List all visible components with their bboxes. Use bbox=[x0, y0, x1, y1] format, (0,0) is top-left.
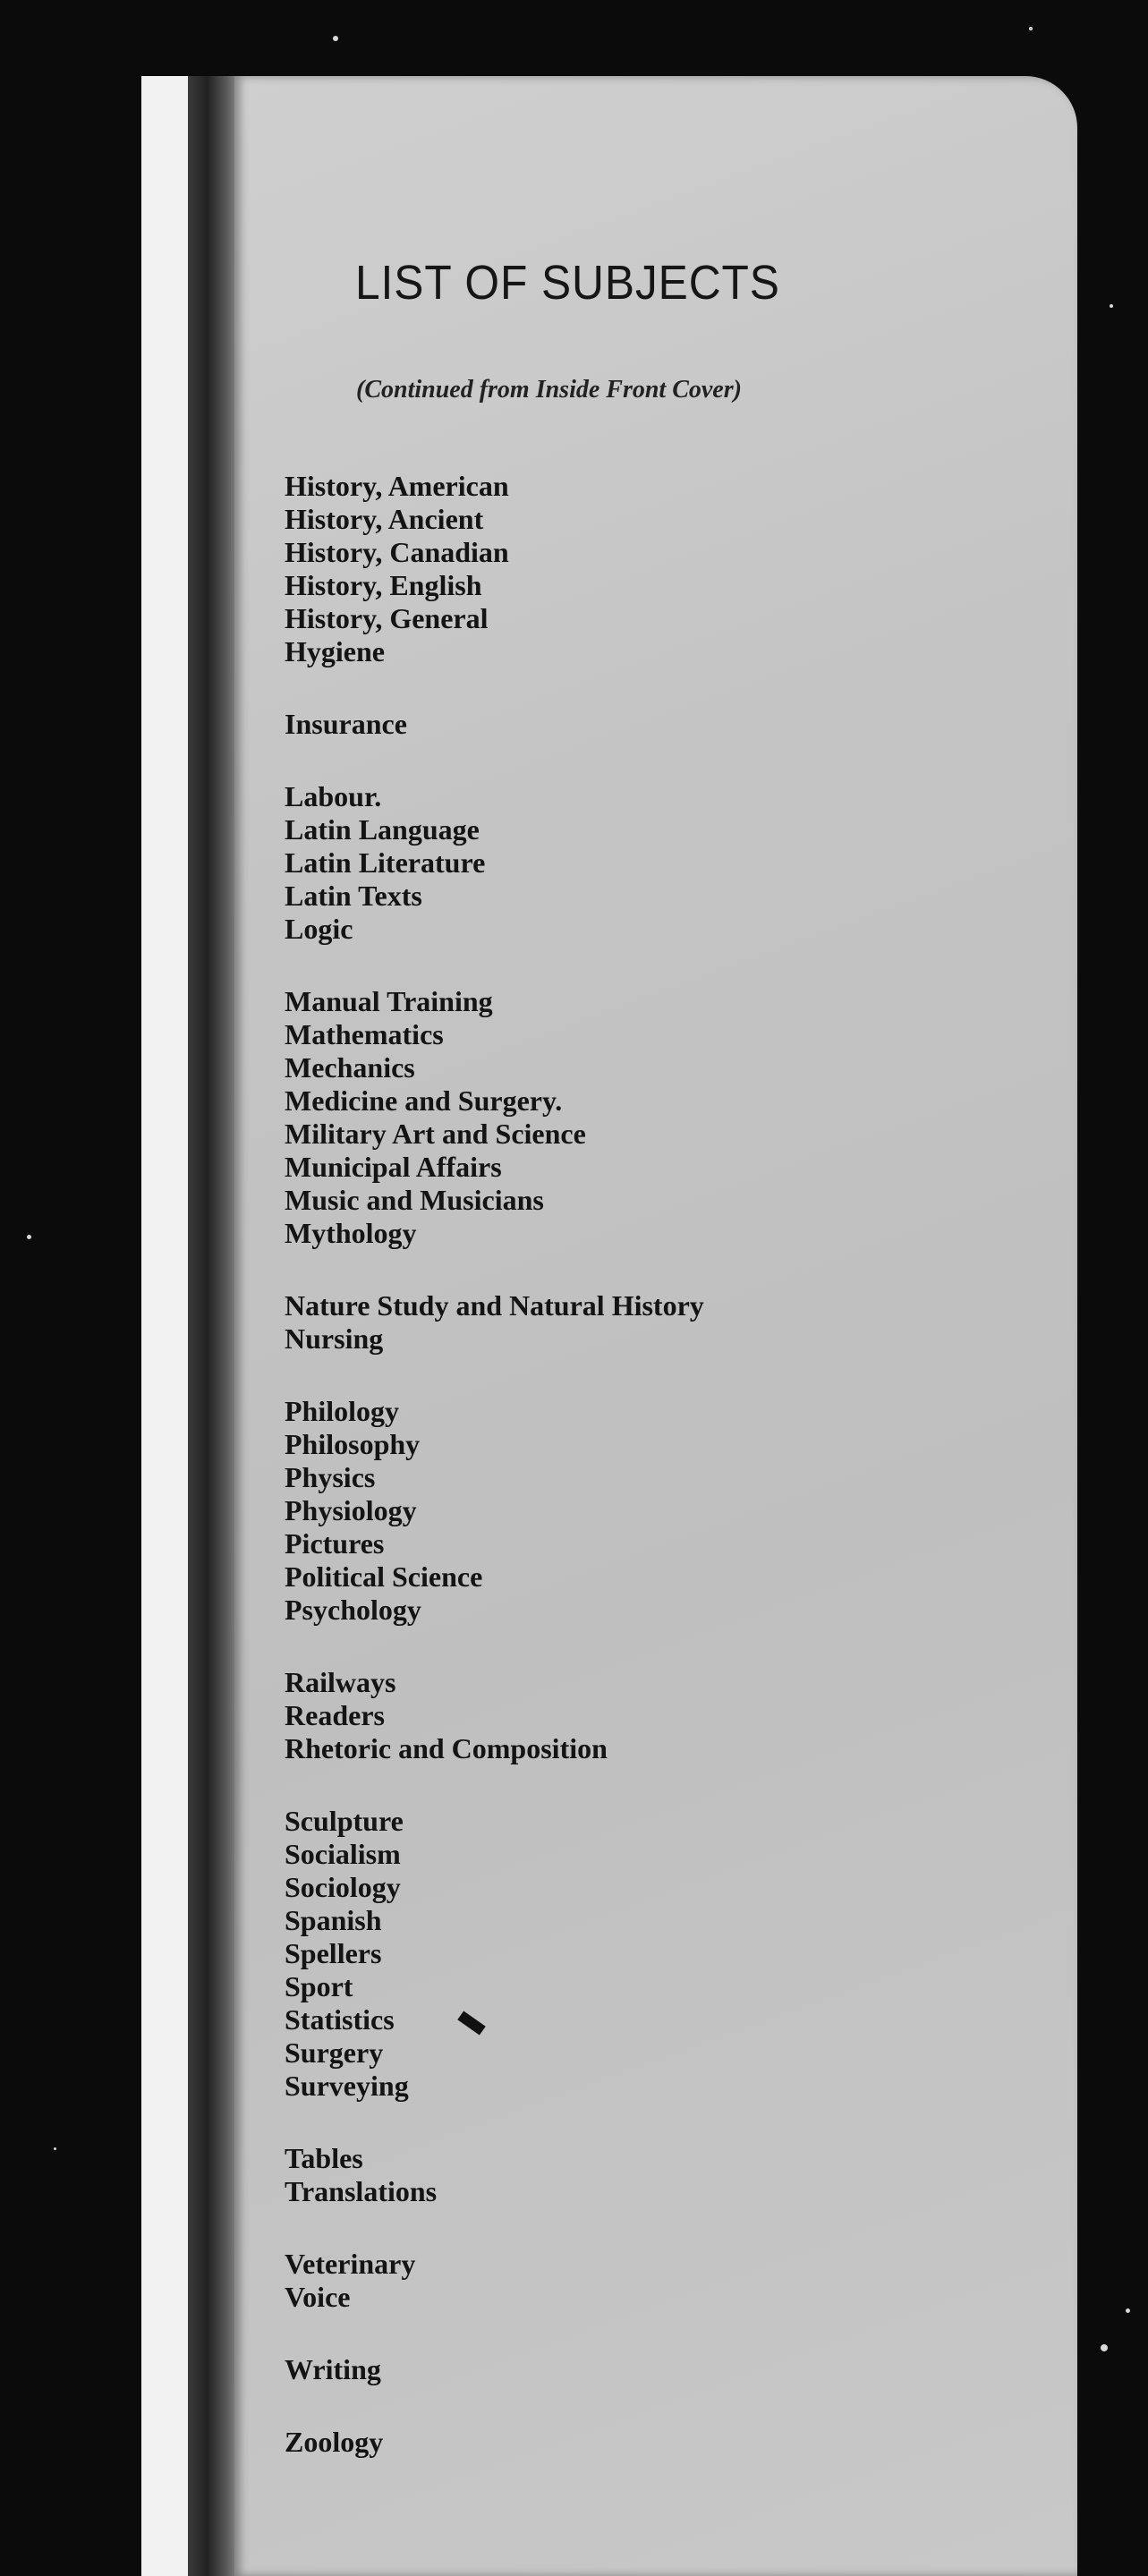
subject-group-items bbox=[285, 1289, 1018, 1356]
subject-item: Insurance bbox=[285, 708, 407, 740]
subject-group-items bbox=[285, 1805, 1018, 2103]
subject-item: Mechanics bbox=[285, 1051, 415, 1084]
subject-item: Latin Texts bbox=[285, 880, 422, 912]
subject-item: Statistics bbox=[285, 2003, 395, 2036]
subject-item: Sport bbox=[285, 1970, 353, 2002]
subject-group-items bbox=[285, 1666, 1018, 1765]
subject-item: Nature Study and Natural History bbox=[285, 1289, 704, 1322]
subject-item: Nursing bbox=[285, 1322, 384, 1355]
subject-item: History, Canadian bbox=[285, 536, 509, 568]
subject-item: Mythology bbox=[285, 1217, 417, 1249]
subject-group-items bbox=[285, 985, 1018, 1250]
subject-list-page bbox=[234, 76, 1077, 2576]
subject-item: History, English bbox=[285, 569, 482, 601]
subject-item: Spanish bbox=[285, 1904, 382, 1936]
subject-group-items bbox=[285, 780, 1018, 946]
film-speck bbox=[27, 1235, 31, 1239]
subject-item: Socialism bbox=[285, 1838, 401, 1870]
subject-item: Labour. bbox=[285, 780, 382, 812]
subject-item: Municipal Affairs bbox=[285, 1151, 502, 1183]
subject-item: Writing bbox=[285, 2353, 381, 2385]
subject-item: History, General bbox=[285, 602, 489, 634]
subject-item: Hygiene bbox=[285, 635, 385, 667]
subject-item: Readers bbox=[285, 1699, 385, 1731]
subject-item: Physiology bbox=[285, 1494, 417, 1526]
subject-group-items bbox=[285, 2353, 1018, 2386]
subject-item: Mathematics bbox=[285, 1018, 444, 1050]
subject-group-items bbox=[285, 2248, 1018, 2314]
subject-group-r bbox=[285, 1666, 1018, 1765]
subject-group-v bbox=[285, 2248, 1018, 2314]
subject-item: Voice bbox=[285, 2281, 351, 2313]
subject-item: Spellers bbox=[285, 1937, 382, 1969]
subject-group-w bbox=[285, 2353, 1018, 2386]
subject-item: Surveying bbox=[285, 2070, 409, 2102]
subject-item: Political Science bbox=[285, 1560, 483, 1593]
subject-group-m bbox=[285, 985, 1018, 1250]
subject-item: Philosophy bbox=[285, 1428, 421, 1460]
subject-item: History, Ancient bbox=[285, 503, 484, 535]
page-title: LIST OF SUBJECTS bbox=[355, 256, 780, 310]
subject-group-items bbox=[285, 470, 1018, 668]
page-subtitle: (Continued from Inside Front Cover) bbox=[356, 376, 742, 404]
subject-group-n bbox=[285, 1289, 1018, 1356]
subject-item: Zoology bbox=[285, 2426, 384, 2458]
subject-item: Military Art and Science bbox=[285, 1118, 586, 1150]
film-speck bbox=[1029, 27, 1033, 30]
subject-group-l bbox=[285, 780, 1018, 946]
subject-group-items bbox=[285, 708, 1018, 741]
subject-group-items bbox=[285, 1395, 1018, 1627]
subject-item: Music and Musicians bbox=[285, 1184, 544, 1216]
film-speck bbox=[1126, 2308, 1130, 2313]
film-speck bbox=[333, 36, 338, 41]
subject-group-s bbox=[285, 1805, 1018, 2103]
subject-group-items bbox=[285, 2426, 1018, 2459]
film-speck bbox=[1101, 2344, 1108, 2351]
subject-item: Pictures bbox=[285, 1527, 385, 1560]
subject-group-i bbox=[285, 708, 1018, 741]
subject-item: Psychology bbox=[285, 1594, 421, 1626]
subject-item: Latin Literature bbox=[285, 846, 486, 879]
subject-item: Physics bbox=[285, 1461, 376, 1493]
subject-group-h bbox=[285, 470, 1018, 668]
subject-item: Tables bbox=[285, 2142, 363, 2174]
subject-item: Translations bbox=[285, 2175, 438, 2207]
subject-item: Sociology bbox=[285, 1871, 401, 1903]
subject-item: Rhetoric and Composition bbox=[285, 1732, 608, 1764]
subject-group-t bbox=[285, 2142, 1018, 2208]
subject-item: Logic bbox=[285, 913, 353, 945]
subject-item: Latin Language bbox=[285, 813, 480, 846]
film-speck bbox=[54, 2147, 56, 2150]
subject-group-p bbox=[285, 1395, 1018, 1627]
subject-group-z bbox=[285, 2426, 1018, 2459]
subject-item: Manual Training bbox=[285, 985, 493, 1017]
subject-group-items bbox=[285, 2142, 1018, 2208]
subject-list bbox=[285, 470, 1018, 2498]
subject-item: History, American bbox=[285, 470, 509, 502]
subject-item: Philology bbox=[285, 1395, 400, 1427]
subject-item: Veterinary bbox=[285, 2248, 416, 2280]
subject-item: Sculpture bbox=[285, 1805, 404, 1837]
subject-item: Medicine and Surgery. bbox=[285, 1084, 563, 1117]
subject-item: Railways bbox=[285, 1666, 396, 1698]
subject-item: Surgery bbox=[285, 2036, 384, 2069]
film-margin-strip bbox=[141, 76, 195, 2576]
film-speck bbox=[1110, 304, 1113, 308]
